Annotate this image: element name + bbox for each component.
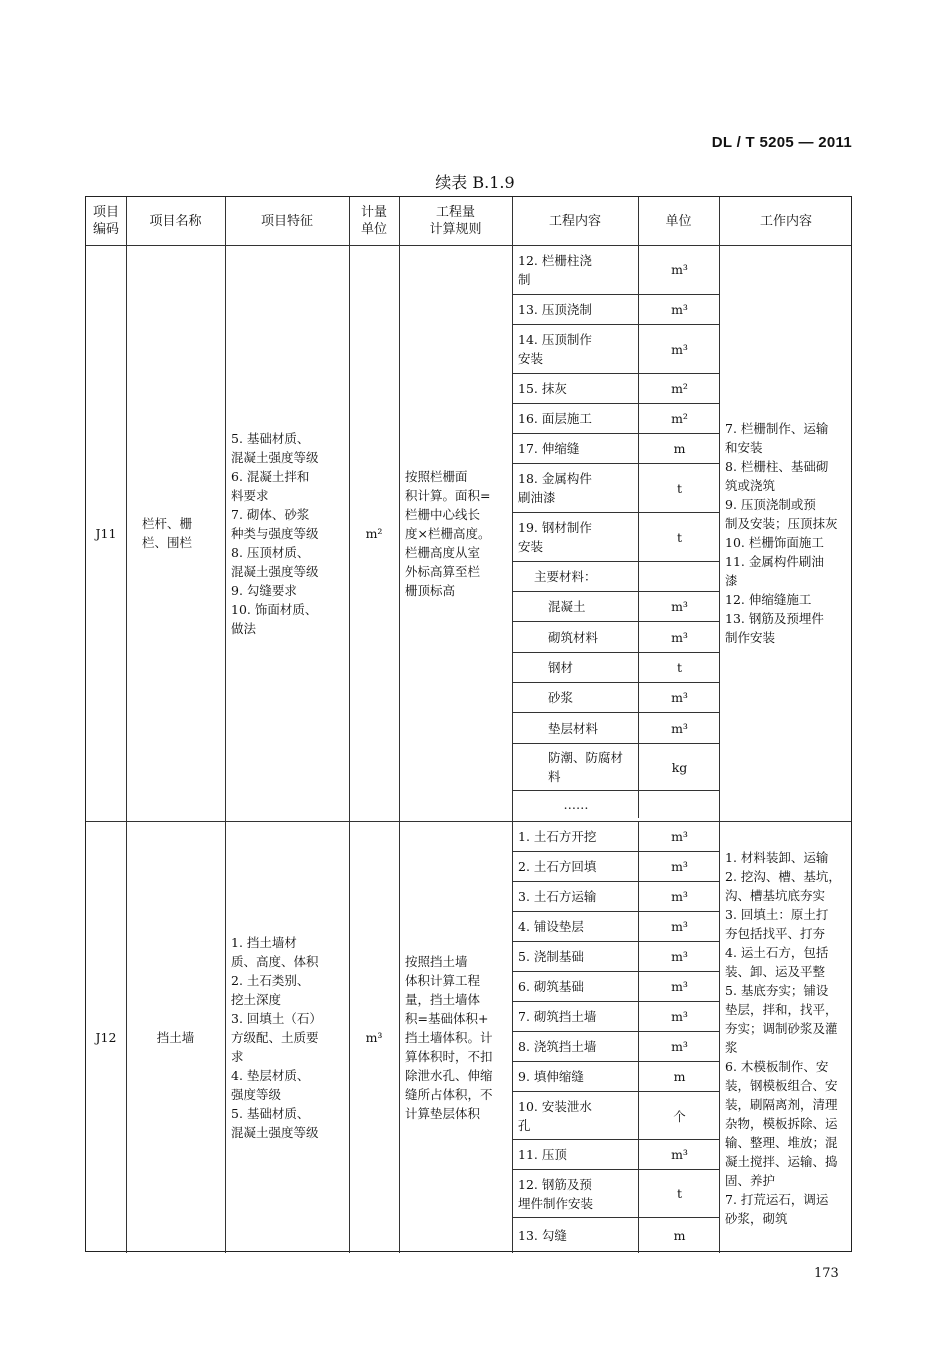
content-row <box>512 1218 719 1253</box>
content-text: 砂浆 <box>548 690 574 705</box>
content-text: 3. 土石方运输 <box>518 889 597 904</box>
content-row <box>512 325 719 374</box>
item-group-j12 <box>86 822 851 1253</box>
content-unit: m³ <box>638 245 720 294</box>
content-text: 10. 安装泄水 孔 <box>518 1098 592 1133</box>
content-list <box>512 245 719 821</box>
content-text: 16. 面层施工 <box>518 411 592 426</box>
content-text: 6. 砌筑基础 <box>518 979 584 994</box>
content-text: 18. 金属构件 刷油漆 <box>518 471 592 505</box>
content-text: 砌筑材料 <box>548 629 599 645</box>
content-text: 13. 勾缝 <box>518 1228 567 1243</box>
content-unit: m³ <box>638 713 720 743</box>
content-text: 混凝土 <box>548 599 586 614</box>
standard-number: DL / T 5205 — 2011 <box>711 134 852 151</box>
content-row <box>512 434 719 464</box>
content-text: 11. 压顶 <box>518 1147 567 1162</box>
content-unit: m³ <box>638 1032 720 1061</box>
content-unit: 个 <box>638 1092 720 1139</box>
content-text: 2. 土石方回填 <box>518 859 597 874</box>
item-name: 挡土墙 <box>156 1030 195 1045</box>
content-row <box>512 1002 719 1032</box>
content-unit: m <box>638 434 720 463</box>
content-text: 12. 钢筋及预 埋件制作安装 <box>518 1176 594 1211</box>
item-group-j11 <box>86 245 851 822</box>
content-unit: t <box>638 513 720 561</box>
content-unit: m² <box>638 404 720 433</box>
header-unit: 计量 单位 <box>360 205 387 237</box>
content-row <box>512 972 719 1002</box>
content-row <box>512 464 719 513</box>
content-row <box>512 592 719 622</box>
table-header-row <box>86 197 851 246</box>
content-text: 防潮、防腐材 料 <box>548 750 624 784</box>
content-unit: m³ <box>638 912 720 941</box>
item-unit: m³ <box>365 1030 383 1045</box>
header-content-unit: 单位 <box>665 213 692 229</box>
spec-table <box>85 196 852 1252</box>
item-features: 5. 基础材质、 混凝土强度等级 6. 混凝土拌和 料要求 7. 砌体、砂浆 种类与强度等级 8. 压顶材质、 混凝土强度等级 9. 勾缝要求 10. 饰面材质、 做法 <box>231 430 319 636</box>
item-code: J11 <box>95 525 117 541</box>
content-row <box>512 1140 719 1170</box>
header-work: 工作内容 <box>759 213 812 229</box>
header-content: 工程内容 <box>548 213 601 229</box>
item-rule: 按照挡土墙 体积计算工程 量，挡土墙体 积=基础体积+ 挡土墙体积。计 算体积时，不扣 除泄水孔、伸缩 缝所占体积，不 计算垫层体积 <box>405 954 493 1121</box>
content-unit: m <box>638 1218 720 1253</box>
content-unit: m³ <box>638 942 720 971</box>
table-caption: 续表 B.1.9 <box>435 173 515 192</box>
content-row <box>512 562 719 592</box>
content-row <box>512 852 719 882</box>
content-text: 19. 钢材制作 安装 <box>518 520 592 554</box>
content-row <box>512 295 719 325</box>
content-row <box>512 1170 719 1218</box>
item-work: 1. 材料装卸、运输 2. 挖沟、槽、基坑， 沟、槽基坑底夯实 3. 回填土：原土打 夯包括找平、打夯 4. 运土石方，包括 装、卸、运及平整 5. 基底夯实；铺设 垫层，拌和，找平， 夯实；调制砂浆及灌 浆 6. 木模板制作、安 装，钢模板组合、安 装，刷隔离剂，清理 杂物，模板拆除、运 输、整理、堆放；混 凝土搅拌、运输、捣 固、养护 7. 打荒运石，调运 砂浆，砌筑 <box>725 849 841 1226</box>
content-unit: m³ <box>638 295 720 324</box>
content-text: 4. 铺设垫层 <box>518 919 584 934</box>
content-unit: t <box>638 1170 720 1217</box>
content-unit: t <box>638 464 720 512</box>
content-list <box>512 822 719 1253</box>
content-row <box>512 713 719 744</box>
content-text: 12. 栏栅柱浇 制 <box>518 252 592 287</box>
content-row <box>512 912 719 942</box>
content-text: 8. 浇筑挡土墙 <box>518 1039 597 1054</box>
header-name: 项目名称 <box>149 213 202 229</box>
content-unit: m³ <box>638 972 720 1001</box>
item-work: 7. 栏栅制作、运输 和安装 8. 栏栅柱、基础砌 筑或浇筑 9. 压顶浇制或预 制及安装；压顶抹灰 10. 栏栅饰面施工 11. 金属构件刷油 漆 12. 伸缩缝施工 13. 钢筋及预埋件 制作安装 <box>725 421 838 645</box>
content-row <box>512 683 719 713</box>
content-row <box>512 513 719 562</box>
content-unit: m² <box>638 374 720 403</box>
content-unit: t <box>638 653 720 682</box>
content-row <box>512 1032 719 1062</box>
item-rule: 按照栏栅面 积计算。面积= 栏栅中心线长 度×栏栅高度。 栏栅高度从室 外标高算至栏 栅顶标高 <box>405 468 491 598</box>
content-row <box>512 653 719 683</box>
content-unit: m³ <box>638 325 720 373</box>
header-rule: 工程量 计算规则 <box>429 205 482 237</box>
header-features: 项目特征 <box>260 213 313 229</box>
content-unit: m³ <box>638 592 720 621</box>
content-unit: m³ <box>638 683 720 712</box>
content-row <box>512 791 719 818</box>
content-row <box>512 1092 719 1140</box>
content-unit <box>638 562 720 591</box>
content-text: 13. 压顶浇制 <box>518 302 592 317</box>
content-row <box>512 942 719 972</box>
content-text: …… <box>563 797 589 812</box>
content-row <box>512 882 719 912</box>
header-code: 项目 编码 <box>92 205 119 237</box>
content-text: 主要材料： <box>534 569 597 584</box>
content-row <box>512 822 719 852</box>
content-text: 垫层材料 <box>548 720 599 736</box>
content-text: 14. 压顶制作 安装 <box>518 332 592 366</box>
content-unit: m <box>638 1062 720 1091</box>
page-number: 173 <box>814 1266 839 1281</box>
content-text: 15. 抹灰 <box>518 381 567 396</box>
content-text: 17. 伸缩缝 <box>518 441 580 456</box>
item-code: J12 <box>95 1030 117 1045</box>
content-row <box>512 245 719 295</box>
content-unit: m³ <box>638 822 720 851</box>
content-text: 1. 土石方开挖 <box>518 829 597 844</box>
content-row <box>512 622 719 653</box>
content-unit: m³ <box>638 882 720 911</box>
content-row <box>512 374 719 404</box>
item-name: 栏杆、栅 栏、围栏 <box>142 516 193 550</box>
item-features: 1. 挡土墙材 质、高度、体积 2. 土石类别、 挖土深度 3. 回填土（石） 方级配、土质要 求 4. 垫层材质、 强度等级 5. 基础材质、 混凝土强度等级 <box>231 935 322 1140</box>
content-unit <box>638 791 720 818</box>
content-text: 5. 浇制基础 <box>518 949 584 964</box>
item-unit: m² <box>365 525 383 541</box>
content-unit: m³ <box>638 1002 720 1031</box>
content-text: 7. 砌筑挡土墙 <box>518 1009 597 1024</box>
content-unit: m³ <box>638 852 720 881</box>
content-text: 钢材 <box>548 660 574 675</box>
content-unit: m³ <box>638 622 720 652</box>
content-unit: kg <box>638 744 720 790</box>
content-text: 9. 填伸缩缝 <box>518 1069 584 1084</box>
content-row <box>512 744 719 791</box>
content-unit: m³ <box>638 1140 720 1169</box>
content-row <box>512 404 719 434</box>
content-row <box>512 1062 719 1092</box>
